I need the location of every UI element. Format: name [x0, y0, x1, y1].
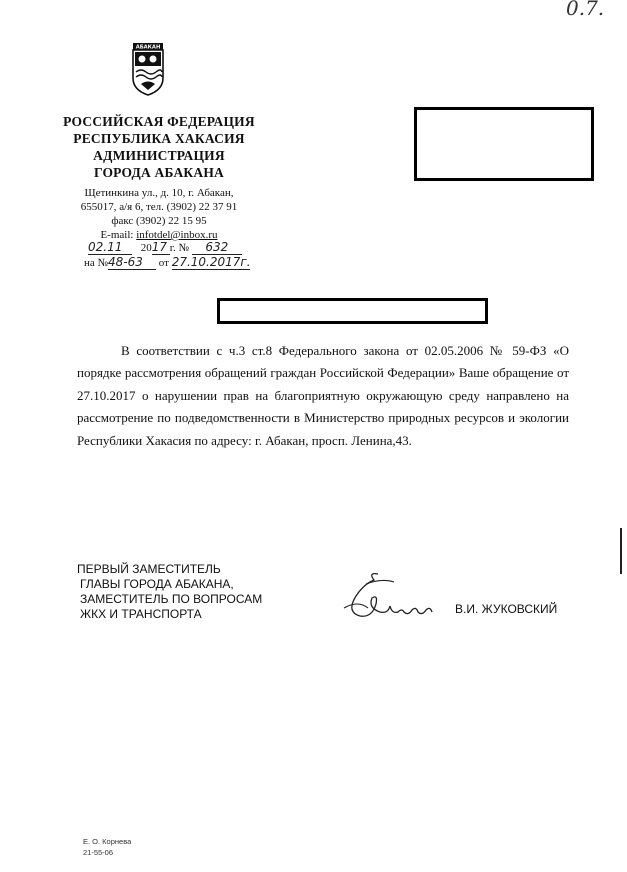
registration-line	[88, 240, 242, 255]
executor-phone: 21-55-06	[83, 848, 114, 857]
signature-title-block	[77, 562, 262, 622]
ref-number-handwritten: 48-63	[108, 255, 156, 270]
ref-prefix: на №	[84, 257, 109, 269]
address-postal-phone: 655017, а/я 6, тел. (3902) 22 37 91	[80, 201, 238, 213]
ref-mid: от	[158, 257, 169, 269]
sig-title-line3: ЗАМЕСТИТЕЛЬ ПО ВОПРОСАМ	[80, 592, 263, 606]
email-label: E-mail:	[100, 229, 134, 241]
letterhead-administration: АДМИНИСТРАЦИЯ	[93, 148, 225, 163]
redacted-recipient-box	[414, 107, 594, 181]
handwritten-signature	[338, 568, 438, 624]
reg-number-handwritten: 632	[192, 240, 242, 255]
email-link[interactable]: infotdel@inbox.ru	[136, 229, 218, 241]
sig-title-line4: ЖКХ И ТРАНСПОРТА	[80, 607, 202, 621]
signatory-name: В.И. ЖУКОВСКИЙ	[455, 602, 558, 616]
reference-line	[84, 255, 250, 270]
address-fax: факс (3902) 22 15 95	[111, 215, 207, 227]
letterhead-republic: РЕСПУБЛИКА ХАКАСИЯ	[73, 131, 245, 146]
sig-title-line2: ГЛАВЫ ГОРОДА АБАКАНА,	[80, 577, 234, 591]
reg-date-handwritten: 02.11	[88, 240, 132, 255]
letterhead-city: ГОРОДА АБАКАНА	[94, 165, 224, 180]
reg-number-prefix: г. №	[169, 242, 190, 254]
ref-date-handwritten: 27.10.2017г.	[171, 255, 251, 269]
corner-handwritten-mark: 0.7.	[566, 0, 605, 20]
letter-body-paragraph: В соответствии с ч.3 ст.8 Федерального закона от 02.05.2006 № 59-ФЗ «О порядке рассмотрения обращений граждан Российской Федерации» Ваше обращение от 27.10.2017 о нарушении прав на благоприятную окружающую среду направлено на рассмотрение по подведомственности в Министерство природных ресурсов и экологии Республики Хакасия по адресу: г. Абакан, просп. Ленина,43.	[77, 343, 569, 448]
emblem-label: АБАКАН	[135, 44, 161, 51]
city-emblem-icon	[131, 42, 165, 96]
sig-title-line1: ПЕРВЫЙ ЗАМЕСТИТЕЛЬ	[77, 562, 221, 576]
reg-year-prefix: 20	[140, 242, 152, 254]
address-street: Щетинкина ул., д. 10, г. Абакан,	[84, 187, 234, 199]
reg-year-handwritten: 17	[152, 240, 170, 255]
letterhead-country: РОССИЙСКАЯ ФЕДЕРАЦИЯ	[63, 114, 255, 129]
redacted-salutation-box	[217, 298, 488, 324]
scan-edge-line	[620, 528, 622, 574]
executor-name: Е. О. Корнева	[83, 837, 132, 846]
